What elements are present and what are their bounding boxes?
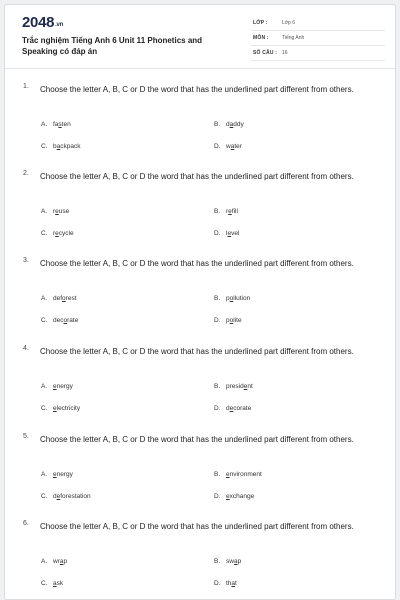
option-c[interactable]: [41, 405, 80, 412]
underlined-part: o: [229, 295, 234, 302]
word-suffix: p: [63, 558, 68, 565]
question-5: [5, 433, 396, 517]
word-prefix: dec: [53, 317, 64, 324]
question-text: Choose the letter A, B, C or D the word that has the underlined part different from others.: [40, 85, 354, 94]
meta-row-subject: [251, 32, 385, 46]
meta-label: SỐ CÂU :: [253, 50, 278, 56]
word-suffix: fill: [231, 208, 238, 215]
word-prefix: w: [226, 143, 231, 150]
word-prefix: r: [226, 208, 229, 215]
option-a[interactable]: [41, 471, 73, 478]
word-suffix: ckpack: [60, 143, 81, 150]
word-suffix: t: [235, 580, 237, 587]
meta-label: LỚP :: [253, 20, 268, 26]
word-prefix: def: [53, 295, 63, 302]
word-prefix: r: [53, 230, 56, 237]
option-letter: B.: [214, 295, 221, 302]
underlined-part: e: [53, 405, 57, 412]
underlined-part: e: [227, 230, 232, 237]
question-text: Choose the letter A, B, C or D the word that has the underlined part different from others.: [40, 172, 354, 181]
option-c[interactable]: [41, 143, 80, 150]
word-suffix: p: [237, 558, 242, 565]
underlined-part: e: [53, 471, 57, 478]
option-d[interactable]: [214, 230, 239, 237]
question-6: [5, 520, 396, 600]
underlined-part: s: [58, 121, 62, 128]
option-a[interactable]: [41, 208, 69, 215]
logo-text: 2048: [22, 14, 55, 31]
word-suffix: nergy: [56, 471, 73, 478]
word-prefix: d: [226, 121, 230, 128]
option-a[interactable]: [41, 383, 73, 390]
option-word: [226, 317, 242, 324]
option-word: [226, 405, 251, 412]
word-suffix: use: [58, 208, 70, 215]
logo-suffix: .vn: [55, 22, 63, 28]
site-logo[interactable]: [22, 14, 63, 31]
option-letter: C.: [41, 317, 48, 324]
option-b[interactable]: [214, 558, 241, 565]
option-letter: D.: [214, 143, 221, 150]
option-letter: C.: [41, 405, 48, 412]
underlined-part: a: [53, 580, 57, 587]
option-letter: D.: [214, 230, 221, 237]
underlined-part: a: [231, 580, 236, 587]
word-prefix: r: [53, 208, 56, 215]
word-suffix: rate: [67, 317, 79, 324]
word-suffix: ddy: [233, 121, 244, 128]
option-letter: C.: [41, 143, 48, 150]
option-word: [53, 317, 78, 324]
option-word: [53, 143, 80, 150]
option-letter: A.: [41, 558, 48, 565]
word-prefix: wr: [53, 558, 60, 565]
underlined-part: e: [53, 383, 57, 390]
option-d[interactable]: [214, 493, 254, 500]
meta-value: 16: [282, 50, 288, 56]
option-word: [226, 230, 239, 237]
option-word: [53, 405, 80, 412]
option-letter: B.: [214, 208, 221, 215]
option-word: [53, 121, 71, 128]
word-suffix: lectricity: [56, 405, 81, 412]
option-word: [226, 558, 241, 565]
word-prefix: fa: [53, 121, 59, 128]
option-a[interactable]: [41, 558, 67, 565]
option-letter: B.: [214, 121, 221, 128]
option-letter: D.: [214, 317, 221, 324]
underlined-part: o: [62, 295, 66, 302]
underlined-part: a: [233, 558, 238, 565]
option-word: [226, 143, 242, 150]
word-prefix: b: [53, 143, 57, 150]
option-word: [53, 493, 91, 500]
document-title: Trắc nghiệm Tiếng Anh 6 Unit 11 Phonetics and Speaking có đáp án: [22, 36, 203, 56]
underlined-part: o: [63, 317, 68, 324]
meta-value: Tiếng Anh: [282, 35, 305, 41]
option-letter: B.: [214, 558, 221, 565]
word-suffix: corate: [233, 405, 252, 412]
word-prefix: d: [226, 405, 230, 412]
question-number: 5.: [23, 433, 29, 440]
option-letter: C.: [41, 493, 48, 500]
underlined-part: a: [229, 121, 234, 128]
option-letter: B.: [214, 383, 221, 390]
option-word: [226, 493, 254, 500]
word-prefix: presid: [226, 383, 244, 390]
option-word: [226, 383, 253, 390]
question-number: 3.: [23, 257, 29, 264]
option-b[interactable]: [214, 383, 253, 390]
option-word: [53, 558, 67, 565]
header-divider: [5, 68, 396, 69]
question-4: [5, 345, 396, 429]
option-word: [53, 230, 74, 237]
option-word: [53, 471, 73, 478]
question-number: 2.: [23, 170, 29, 177]
word-suffix: nt: [247, 383, 253, 390]
word-suffix: nergy: [56, 383, 73, 390]
option-letter: C.: [41, 230, 48, 237]
underlined-part: e: [55, 208, 59, 215]
option-word: [53, 383, 73, 390]
option-d[interactable]: [214, 405, 251, 412]
meta-label: MÔN :: [253, 35, 269, 41]
word-suffix: cycle: [58, 230, 74, 237]
meta-row-grade: [251, 17, 385, 31]
option-letter: C.: [41, 580, 48, 587]
option-d[interactable]: [214, 580, 237, 587]
word-prefix: sw: [226, 558, 234, 565]
option-a[interactable]: [41, 295, 77, 302]
option-letter: A.: [41, 383, 48, 390]
underlined-part: e: [226, 493, 230, 500]
question-number: 1.: [23, 83, 29, 90]
option-letter: D.: [214, 493, 221, 500]
word-suffix: llution: [233, 295, 251, 302]
option-letter: A.: [41, 121, 48, 128]
word-suffix: rest: [65, 295, 77, 302]
word-prefix: th: [226, 580, 232, 587]
option-c[interactable]: [41, 580, 63, 587]
question-text: Choose the letter A, B, C or D the word that has the underlined part different from others.: [40, 347, 354, 356]
underlined-part: e: [228, 208, 232, 215]
word-prefix: l: [226, 230, 228, 237]
question-text: Choose the letter A, B, C or D the word that has the underlined part different from others.: [40, 435, 354, 444]
option-c[interactable]: [41, 230, 74, 237]
option-letter: A.: [41, 295, 48, 302]
word-prefix: p: [226, 295, 230, 302]
option-letter: A.: [41, 208, 48, 215]
option-a[interactable]: [41, 121, 71, 128]
option-d[interactable]: [214, 317, 242, 324]
option-letter: D.: [214, 580, 221, 587]
word-suffix: vel: [231, 230, 240, 237]
word-suffix: lite: [233, 317, 242, 324]
option-letter: B.: [214, 471, 221, 478]
word-suffix: nvironment: [229, 471, 262, 478]
option-b[interactable]: [214, 471, 262, 478]
underlined-part: e: [56, 493, 61, 500]
meta-row-question-count: [251, 47, 385, 61]
question-3: [5, 257, 396, 341]
option-letter: D.: [214, 405, 221, 412]
question-text: Choose the letter A, B, C or D the word that has the underlined part different from others.: [40, 522, 354, 531]
option-c[interactable]: [41, 493, 91, 500]
underlined-part: o: [229, 317, 234, 324]
word-prefix: p: [226, 317, 230, 324]
word-suffix: sk: [56, 580, 64, 587]
option-word: [226, 580, 237, 587]
option-b[interactable]: [214, 208, 238, 215]
word-suffix: ten: [61, 121, 71, 128]
meta-value: Lớp 6: [282, 20, 296, 26]
option-b[interactable]: [214, 121, 244, 128]
question-2: [5, 170, 396, 254]
option-letter: A.: [41, 471, 48, 478]
question-1: [5, 83, 396, 167]
underlined-part: e: [229, 405, 234, 412]
question-text: Choose the letter A, B, C or D the word that has the underlined part different from others.: [40, 259, 354, 268]
option-b[interactable]: [214, 295, 250, 302]
underlined-part: a: [56, 143, 61, 150]
underlined-part: e: [55, 230, 59, 237]
option-word: [226, 295, 250, 302]
question-number: 6.: [23, 520, 29, 527]
option-word: [53, 295, 77, 302]
word-suffix: ter: [234, 143, 242, 150]
word-suffix: xchange: [229, 493, 255, 500]
option-d[interactable]: [214, 143, 242, 150]
word-prefix: d: [53, 493, 57, 500]
underlined-part: a: [59, 558, 64, 565]
option-word: [53, 208, 69, 215]
underlined-part: e: [226, 471, 230, 478]
word-suffix: forestation: [60, 493, 91, 500]
document-page: [4, 4, 396, 600]
question-number: 4.: [23, 345, 29, 352]
option-word: [226, 471, 262, 478]
underlined-part: e: [243, 383, 248, 390]
option-word: [53, 580, 63, 587]
underlined-part: a: [230, 143, 235, 150]
document-header: [5, 5, 396, 67]
option-c[interactable]: [41, 317, 78, 324]
option-word: [226, 208, 238, 215]
option-word: [226, 121, 244, 128]
